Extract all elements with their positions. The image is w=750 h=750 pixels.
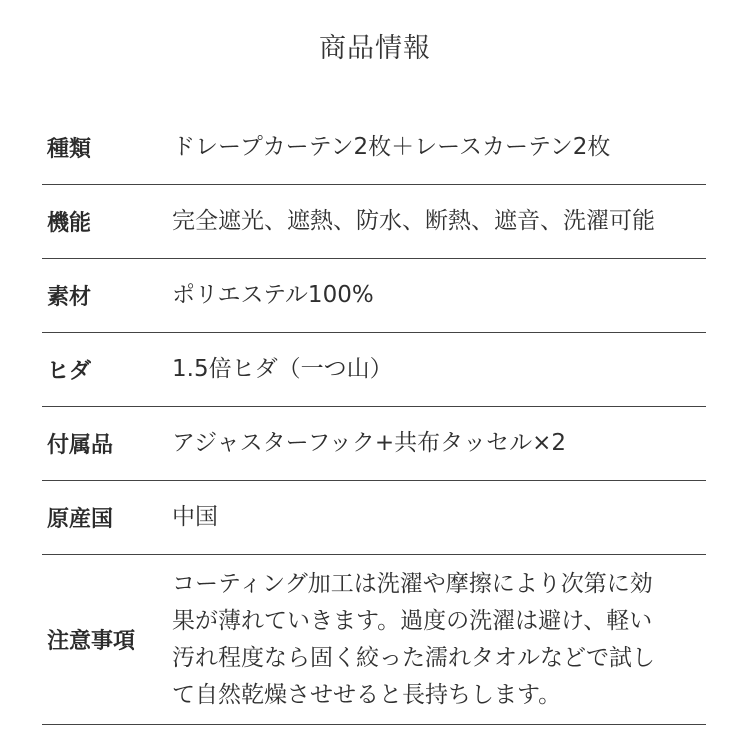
- row-value: 中国: [172, 504, 218, 530]
- row-label: 機能: [47, 211, 92, 236]
- info-row-material: [42, 259, 706, 333]
- info-row-accessories: [42, 407, 706, 481]
- page-title: 商品情報: [319, 33, 431, 64]
- row-value: 完全遮光、遮熱、防水、断熱、遮音、洗濯可能: [172, 208, 655, 234]
- row-label: ヒダ: [47, 359, 92, 384]
- row-value: アジャスターフック+共布タッセル×2: [172, 430, 567, 456]
- row-value: ポリエステル100%: [172, 282, 374, 308]
- row-label: 種類: [47, 137, 92, 162]
- info-row-notes: [42, 555, 706, 725]
- row-label: 原産国: [47, 507, 114, 532]
- info-row-pleat: [42, 333, 706, 407]
- row-label: 素材: [47, 285, 92, 310]
- row-label: 付属品: [47, 433, 114, 458]
- info-row-function: [42, 185, 706, 259]
- info-row-type: [42, 111, 706, 185]
- row-value: ドレープカーテン2枚＋レースカーテン2枚: [172, 134, 611, 160]
- product-info-table: [42, 111, 706, 725]
- row-value: 1.5倍ヒダ（一つ山）: [172, 356, 393, 382]
- row-value: コーティング加工は洗濯や摩擦により次第に効 果が薄れていきます。過度の洗濯は避け、軽い 汚れ程度なら固く絞った濡れタオルなどで試し て自然乾燥させせると長持ちします。: [172, 570, 655, 708]
- info-row-origin: [42, 481, 706, 555]
- row-label: 注意事項: [47, 629, 136, 654]
